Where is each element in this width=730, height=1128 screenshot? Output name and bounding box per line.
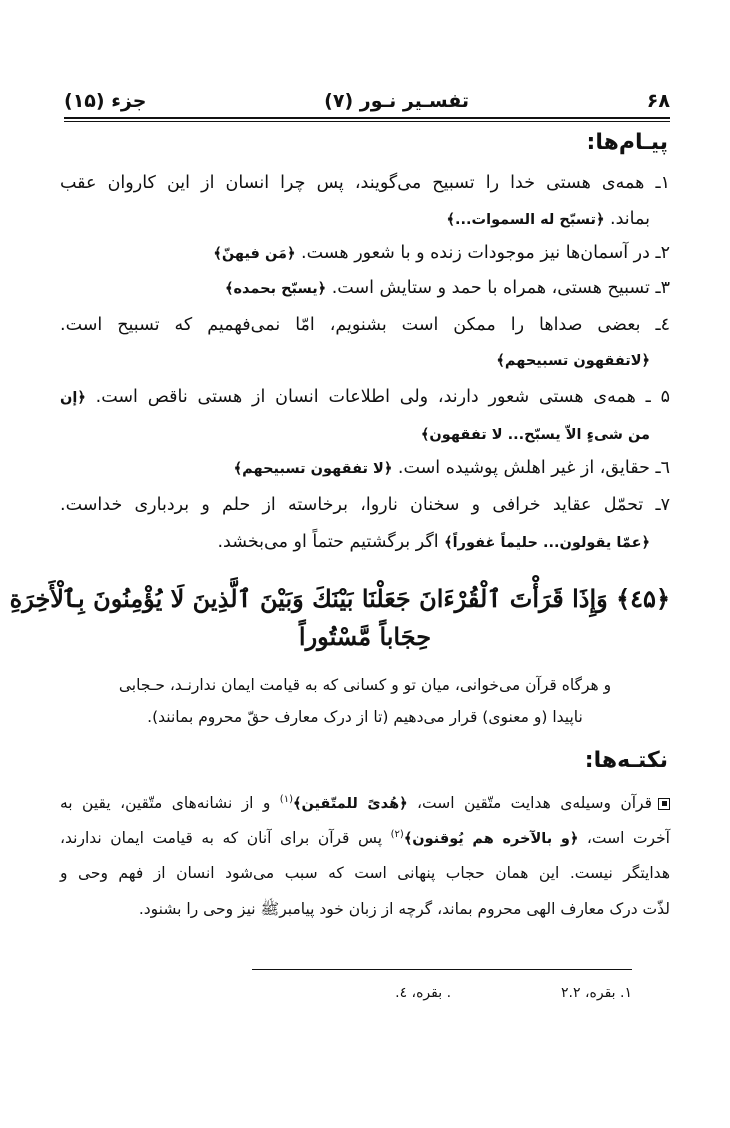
header-rule <box>64 117 670 119</box>
footnote-ref: (۲) <box>390 829 404 840</box>
message-5-line-2 <box>60 422 650 447</box>
note-line-3: هدایتگر نیست. این همان حجاب پنهانی است که سبب می‌شود انسان از فهم وحی و <box>60 864 670 882</box>
message-5-line-1: ۵ ـ همه‌ی هستی شعور دارند، ولی اطلاعات انسان از هستی ناقص است. ﴿إن <box>60 387 670 407</box>
message-1-line-2: بماند. ﴿تسبّح له السموات...﴾ <box>446 209 650 229</box>
message-6: ٦ـ حقایق، از غیر اهلش پوشیده است. ﴿لا تفقهون تسبیحهم﴾ <box>233 458 670 478</box>
translation-line-2: ناپیدا (و معنوی) قرار می‌دهیم (تا از درک معارف حقّ محروم بمانند). <box>147 708 583 726</box>
note-line-4: لذّت درک معارف الهی محروم بماند، گرچه از زبان خود پیامبرﷺ نیز وحی را بشنود. <box>138 900 670 918</box>
quran-quote: ﴿هُدیً للمتّقین﴾ <box>292 796 408 813</box>
quran-quote: ﴿عمّا یقولون... حلیماً غفوراً﴾ <box>444 535 650 551</box>
translation-line-1: و هرگاه قرآن می‌خوانی، میان تو و کسانی که به قیامت ایمان ندارنـد، حـجابی <box>118 676 612 694</box>
quran-quote: من شیءٍ الاّ یسبّح... لا تفقهون﴾ <box>420 427 650 443</box>
juz-label: جزء (۱۵) <box>64 90 147 112</box>
square-bullet-icon <box>658 798 670 810</box>
message-2: ۲ـ در آسمان‌ها نیز موجودات زنده و با شعور هست. ﴿مَن فیهنّ﴾ <box>213 243 670 263</box>
quran-quote: ﴿و بالآخره هم یُوقنون﴾ <box>403 831 579 848</box>
note-line-2: آخرت است، ﴿و بالآخره هم یُوقنون﴾$^{(۲)}$ پس قرآن برای آنان که به قیامت ایمان ندارند، <box>60 829 670 848</box>
footnote-ref: (۱) <box>279 794 293 805</box>
quran-quote: ﴿تسبّح له السموات...﴾ <box>446 212 605 228</box>
message-3: ۳ـ تسبیح هستی، همراه با حمد و ستایش است. ﴿یسبّح بحمده﴾ <box>224 278 670 298</box>
footnote-2: ۲. بقره، ٤. <box>395 985 581 1001</box>
page-number: ۶۸ <box>646 90 670 112</box>
messages-title: پیـام‌ها: <box>586 130 668 155</box>
quran-quote: ﴿لاتفقهون تسبیحهم﴾ <box>496 353 650 369</box>
footnote-1: ۱. بقره، ۲. <box>561 985 632 1001</box>
message-7-line-2: ﴿عمّا یقولون... حلیماً غفوراً﴾ اگر برگشتیم حتماً او می‌بخشد. <box>217 532 650 552</box>
message-4-line-1: ٤ـ بعضی صداها را ممکن است بشنویم، امّا نمی‌فهمیم که تسبیح است. <box>60 315 670 335</box>
message-4-line-2 <box>60 348 650 373</box>
footnotes <box>395 985 632 1001</box>
page-header <box>64 86 670 116</box>
footnote-rule <box>252 969 632 970</box>
quran-quote: ﴿مَن فیهنّ﴾ <box>213 246 296 262</box>
quran-quote: ﴿لا تفقهون تسبیحهم﴾ <box>233 461 393 477</box>
verse-line-2: حِجَاباً مَّسْتُوراً <box>298 622 432 651</box>
quran-quote: ﴿إن <box>60 390 86 406</box>
quran-quote: ﴿یسبّح بحمده﴾ <box>224 281 327 297</box>
notes-title: نکتـه‌ها: <box>584 748 668 773</box>
message-7-line-1: ۷ـ تحمّل عقاید خرافی و سخنان ناروا، برخاسته از حلم و بردباری خداست. <box>60 495 670 515</box>
book-title: تفسـیر نـور (۷) <box>324 90 470 112</box>
header-rule-thin <box>64 121 670 122</box>
verse-line-1: ﴿٤۵﴾ وَإِذَا قَرَأْتَ ٱلْقُرْءَانَ جَعَلْنَا بَيْنَكَ وَبَيْنَ ٱلَّذِينَ لَا يُؤْمِنُونَ بِٱلْأَخِرَةِ <box>9 584 670 613</box>
note-line-1: قرآن وسیله‌ی هدایت متّقین است، ﴿هُدیً للمتّقین﴾$^{(۱)}$ و از نشانه‌های متّقین، یقین به <box>60 794 670 812</box>
message-1-line-1: ۱ـ همه‌ی هستی خدا را تسبیح می‌گویند، پس چرا انسان از این کاروان عقب <box>60 173 670 193</box>
